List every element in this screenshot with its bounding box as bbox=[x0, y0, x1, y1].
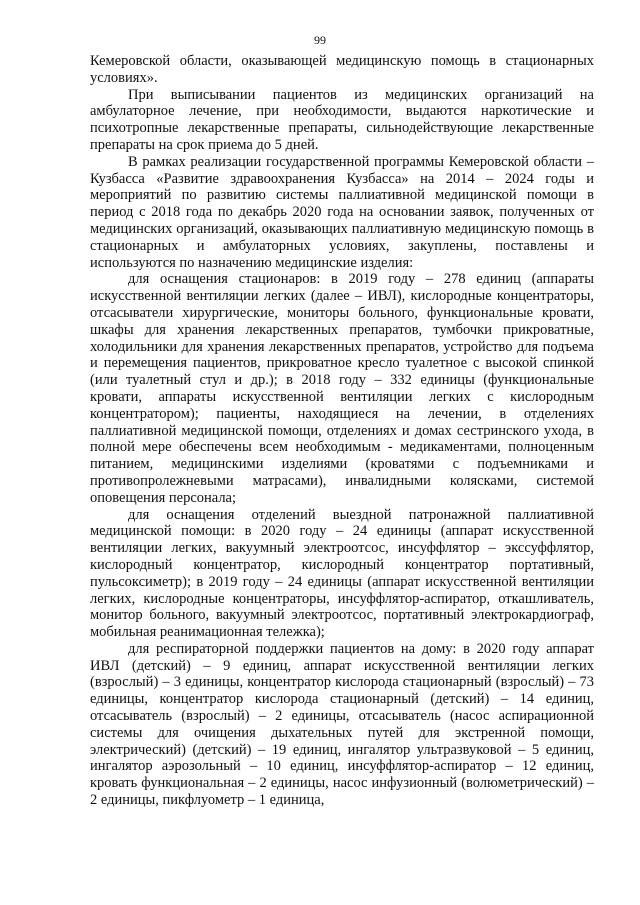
document-body bbox=[90, 53, 594, 809]
paragraph-state-program: В рамках реализации государственной программы Кемеровской области – Кузбасса «Развитие здравоохранения Кузбасса» на 2014 – 2024 годы и мероприятий по развитию системы паллиативной медицинской помощи в период с 2018 года по декабрь 2020 года на основании заявок, полученных от медицинских организаций, оказывающих паллиативную медицинскую помощь в стационарных и амбулаторных условиях, закуплены, поставлены и используются по назначению медицинские изделия: bbox=[90, 153, 594, 271]
page-number: 99 bbox=[314, 33, 326, 47]
paragraph-home-respiratory-support: для респираторной поддержки пациентов на дому: в 2020 году аппарат ИВЛ (детский) – 9 единиц, аппарат искусственной вентиляции легких (взрослый) – 3 единицы, концентратор кислорода стационарный (взрослый) – 73 единицы, концентратор кислорода стационарный (детский) – 14 единиц, отсасыватель (взрослый) – 2 единицы, отсасыватель (насос аспирационной системы для очищения дыхательных путей для экстренной помощи, электрический) (детский) – 19 единиц, ингалятор ультразвуковой – 5 единиц, ингалятор аэрозольный – 10 единиц, инсуффлятор-аспиратор – 12 единиц, кровать функциональная – 2 единицы, насос инфузионный (волюметрический) – 2 единицы, пикфлуометр – 1 единица, bbox=[90, 640, 594, 809]
paragraph-continuation: Кемеровской области, оказывающей медицинскую помощь в стационарных условиях». bbox=[90, 53, 594, 86]
paragraph-prescriptions: При выписывании пациентов из медицинских организаций на амбулаторное лечение, при необходимости, выдаются наркотические и психотропные лекарственные препараты, сильнодействующие лекарственные препараты на срок приема до 5 дней. bbox=[90, 86, 594, 153]
paragraph-hospital-equipment: для оснащения стационаров: в 2019 году – 278 единиц (аппараты искусственной вентиляции легких (далее – ИВЛ), кислородные концентраторы, отсасыватели хирургические, мониторы больного, функциональные кровати, шкафы для хранения лекарственных препаратов, тумбочки прикроватные, холодильники для хранения лекарственных препаратов, устройство для подъема и перемещения пациентов, прикроватное кресло туалетное с высокой спинкой (или туалетный стул и др.); в 2018 году – 332 единицы (функциональные кровати, аппараты искусственной вентиляции легких с кислородным концентратором); пациенты, находящиеся на лечении, в отделениях паллиативной медицинской помощи, отделениях и домах сестринского ухода, в полной мере обеспечены всем необходимым - медикаментами, полноценным питанием, медицинскими изделиями (кроватями с подъемниками и противопролежневыми матрасами), инвалидными колясками, системой оповещения персонала; bbox=[90, 271, 594, 506]
paragraph-outreach-equipment: для оснащения отделений выездной патронажной паллиативной медицинской помощи: в 2020 году – 24 единицы (аппарат искусственной вентиляции легких, вакуумный электроотсос, инсуффлятор – экссуффлятор, кислородный концентратор, кислородный концентратор портативный, пульсоксиметр); в 2019 году – 24 единицы (аппарат искусственной вентиляции легких, кислородные концентраторы, инсуффлятор-аспиратор, откашливатель, монитор больного, вакуумный электроотсос, портативный электрокардиограф, мобильная реанимационная тележка); bbox=[90, 506, 594, 641]
